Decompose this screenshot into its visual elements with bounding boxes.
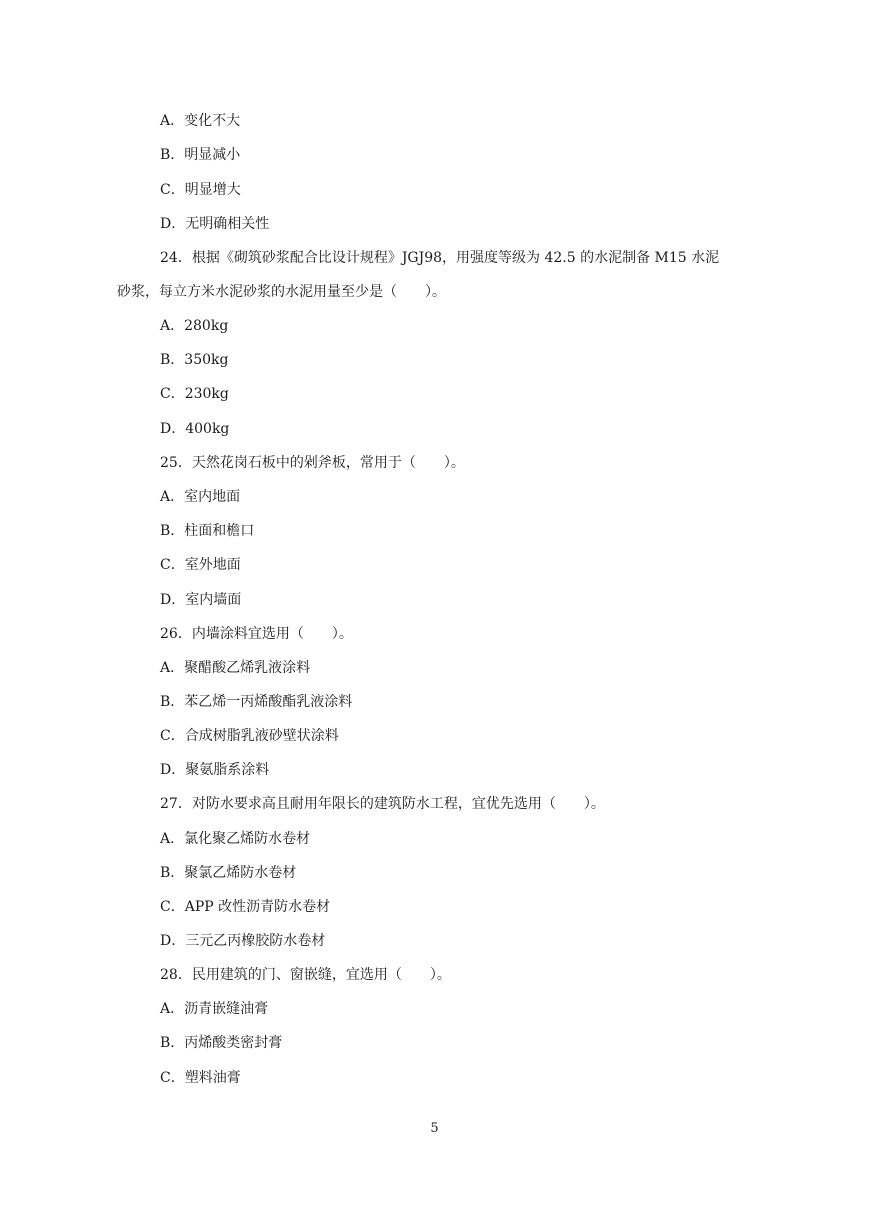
option-27-d: D．三元乙丙橡胶防水卷材 (160, 933, 326, 949)
option-25-d: D．室内墙面 (160, 592, 242, 608)
option-23-b: B．明显减小 (160, 147, 241, 163)
option-25-c: C．室外地面 (160, 557, 241, 573)
question-24-line-2: 砂浆，每立方米水泥砂浆的水泥用量至少是（ ）。 (117, 284, 446, 300)
option-26-a: A．聚醋酸乙烯乳液涂料 (160, 660, 311, 676)
option-23-c: C．明显增大 (160, 182, 241, 198)
page-number: 5 (430, 1121, 439, 1136)
option-28-b: B．丙烯酸类密封膏 (160, 1035, 283, 1051)
option-24-c: C．230kg (160, 386, 229, 402)
question-26: 26．内墙涂料宜选用（ ）。 (160, 626, 353, 642)
question-25: 25．天然花岗石板中的剁斧板，常用于（ ）。 (160, 455, 465, 471)
option-28-a: A．沥青嵌缝油膏 (160, 1001, 269, 1017)
option-26-c: C．合成树脂乳液砂壁状涂料 (160, 728, 339, 744)
option-27-a: A．氯化聚乙烯防水卷材 (160, 831, 311, 847)
option-23-d: D．无明确相关性 (160, 216, 270, 232)
option-24-a: A．280kg (160, 318, 229, 334)
question-24-line-1: 24．根据《砌筑砂浆配合比设计规程》JGJ98，用强度等级为 42.5 的水泥制备 M15 水泥 (160, 250, 720, 266)
option-26-d: D．聚氨脂系涂料 (160, 762, 270, 778)
option-27-c: C．APP 改性沥青防水卷材 (160, 899, 331, 915)
option-26-b: B．苯乙烯一丙烯酸酯乳液涂料 (160, 694, 353, 710)
question-27: 27．对防水要求高且耐用年限长的建筑防水工程，宜优先选用（ ）。 (160, 796, 605, 812)
option-23-a: A．变化不大 (160, 113, 241, 129)
option-24-d: D．400kg (160, 421, 230, 437)
option-25-b: B．柱面和檐口 (160, 523, 255, 539)
option-28-c: C．塑料油膏 (160, 1070, 241, 1086)
question-28: 28．民用建筑的门、窗嵌缝，宜选用（ ）。 (160, 967, 451, 983)
option-27-b: B．聚氯乙烯防水卷材 (160, 865, 297, 881)
option-24-b: B．350kg (160, 352, 229, 368)
option-25-a: A．室内地面 (160, 489, 241, 505)
